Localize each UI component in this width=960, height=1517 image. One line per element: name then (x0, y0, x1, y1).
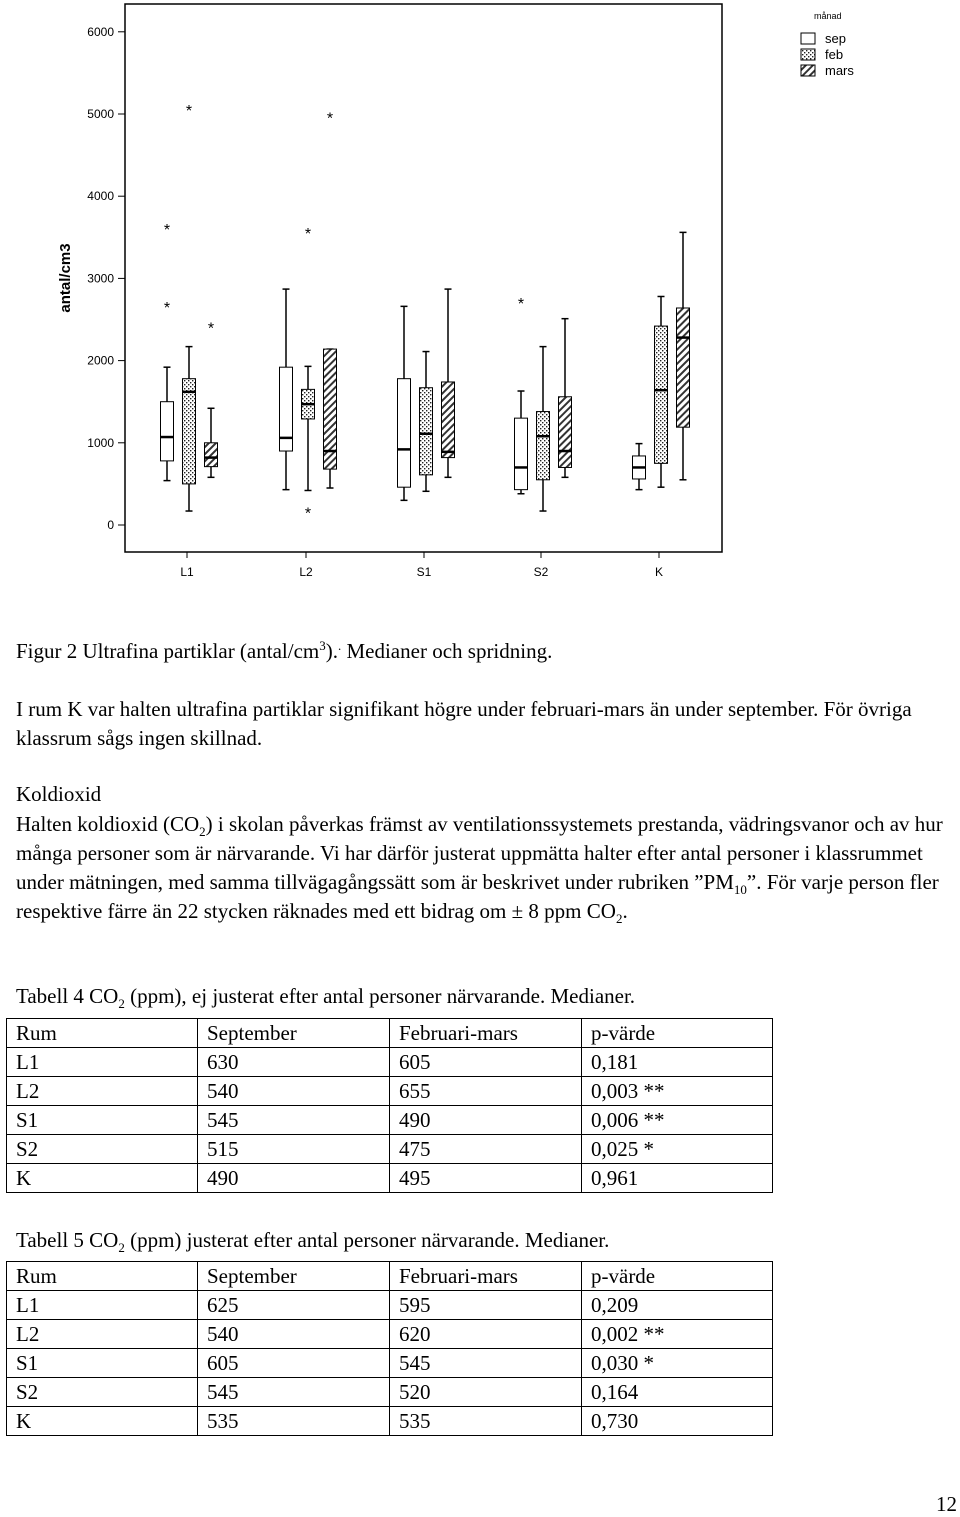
table-cell: 490 (198, 1164, 390, 1193)
paragraph-co2-method: Halten koldioxid $(CO_2)$ i skolan påverkas främst av ventilationssystemets prestanda, vädringsvanor och av hur många personer som är närvarande. Vi har därför justerat uppmätta halter efter antal personer i klassrummet under mätningen, med samma tillvägagångssätt som är beskrivet under rubriken $”PM_{10}$”. För varje person fler respektive färre än 22 stycken räknades med ett bidrag om ± 8 ppm $CO_2$. (16, 812, 943, 927)
y-tick-label: 5000 (87, 107, 114, 121)
box-body (515, 418, 528, 490)
table-cell: 540 (198, 1077, 390, 1106)
legend-swatch-sep (801, 33, 815, 44)
outlier-marker: * (207, 320, 215, 338)
table-cell: S2 (7, 1135, 198, 1164)
table-cell: 515 (198, 1135, 390, 1164)
table-cell: 0,002 ** (582, 1320, 773, 1349)
box-body (677, 308, 690, 427)
table-cell: 0,164 (582, 1378, 773, 1407)
table-row (7, 1164, 773, 1193)
table-cell: 495 (390, 1164, 582, 1193)
table-cell: L2 (7, 1077, 198, 1106)
table-row (7, 1106, 773, 1135)
table4 (6, 1018, 773, 1193)
table-cell: 0,209 (582, 1291, 773, 1320)
table-row (7, 1291, 773, 1320)
table-cell: K (7, 1407, 198, 1436)
table-cell: L2 (7, 1320, 198, 1349)
box-body (559, 397, 572, 468)
table-cell: 545 (390, 1349, 582, 1378)
table-cell: 545 (198, 1378, 390, 1407)
table-header-row (7, 1262, 773, 1291)
table-cell: S2 (7, 1378, 198, 1407)
table-cell: 0,003 ** (582, 1077, 773, 1106)
table-cell: S1 (7, 1349, 198, 1378)
table-header-cell: p-värde (582, 1019, 773, 1048)
box-body (161, 402, 174, 461)
table-cell: 655 (390, 1077, 582, 1106)
table-cell: 520 (390, 1378, 582, 1407)
table-cell: 605 (198, 1349, 390, 1378)
table-cell: K (7, 1164, 198, 1193)
legend-label-mars: mars (825, 63, 854, 78)
table-cell: 0,961 (582, 1164, 773, 1193)
y-tick-label: 6000 (87, 24, 114, 39)
table-header-cell: p-värde (582, 1262, 773, 1291)
table-row (7, 1349, 773, 1378)
outlier-marker: * (163, 300, 171, 318)
table-cell: L1 (7, 1048, 198, 1077)
x-tick-label: L1 (180, 565, 194, 579)
table-cell: 545 (198, 1106, 390, 1135)
box-body (537, 412, 550, 480)
legend-label-feb: feb (825, 47, 844, 62)
legend-swatch-mars (801, 65, 815, 76)
legend-label-sep: sep (825, 31, 846, 46)
y-tick-label: 4000 (87, 189, 114, 204)
page-number: 12 (936, 1492, 957, 1516)
y-tick-label: 2000 (87, 353, 114, 368)
y-tick-label: 3000 (87, 271, 114, 286)
table-header-row (7, 1019, 773, 1048)
outlier-marker: * (304, 505, 312, 523)
legend-swatch-feb (801, 49, 815, 60)
box-body (398, 379, 411, 488)
table-cell: S1 (7, 1106, 198, 1135)
section-heading-koldioxid: Koldioxid (16, 782, 102, 806)
table-cell: 0,730 (582, 1407, 773, 1436)
table-cell: 595 (390, 1291, 582, 1320)
box-body (420, 388, 433, 475)
table-cell: 605 (390, 1048, 582, 1077)
y-axis-label: antal/cm3 (57, 243, 74, 313)
table5 (6, 1261, 773, 1436)
figure-caption: Figur 2 Ultrafina partiklar $(antal/cm^3).^.$ Medianer och spridning. (16, 638, 553, 663)
table-header-cell: Februari-mars (390, 1019, 582, 1048)
table-row (7, 1048, 773, 1077)
legend-title: månad (814, 11, 842, 21)
table-row (7, 1135, 773, 1164)
table5-caption: Tabell 5 $CO_2$ (ppm) justerat efter antal personer närvarande. Medianer. (16, 1228, 610, 1256)
table-cell: 535 (390, 1407, 582, 1436)
table4-caption: Tabell 4 $CO_2$ (ppm), ej justerat efter antal personer närvarande. Medianer. (16, 984, 636, 1012)
table-header-cell: Rum (7, 1262, 198, 1291)
x-tick-label: K (654, 565, 664, 579)
chart-svg (0, 0, 960, 600)
table-row (7, 1320, 773, 1349)
outlier-marker: * (304, 226, 312, 244)
table-header-cell: Rum (7, 1019, 198, 1048)
table-cell: 540 (198, 1320, 390, 1349)
table-cell: 0,030 * (582, 1349, 773, 1378)
table-cell: 625 (198, 1291, 390, 1320)
table-header-cell: September (198, 1019, 390, 1048)
outlier-marker: * (326, 110, 334, 128)
outlier-marker: * (517, 296, 525, 314)
table-cell: 535 (198, 1407, 390, 1436)
ultrafine-particle-boxplot (0, 0, 960, 600)
table-cell: 620 (390, 1320, 582, 1349)
box-body (205, 443, 218, 467)
y-tick-label: 1000 (87, 435, 114, 450)
box-body (442, 382, 455, 458)
box-body (655, 326, 668, 463)
x-tick-label: S2 (533, 565, 549, 579)
table-row (7, 1378, 773, 1407)
outlier-marker: * (185, 102, 193, 120)
table-header-cell: Februari-mars (390, 1262, 582, 1291)
table-row (7, 1077, 773, 1106)
x-tick-label: S1 (416, 565, 432, 579)
table-cell: 0,181 (582, 1048, 773, 1077)
box-body (183, 379, 196, 484)
y-tick-label: 0 (107, 518, 114, 532)
table-cell: 475 (390, 1135, 582, 1164)
table-header-cell: September (198, 1262, 390, 1291)
paragraph-ultrafine-result: I rum K var halten ultrafina partiklar signifikant högre under februari-mars än under september. För övriga klassrum sågs ingen skillnad. (16, 697, 912, 750)
table-cell: 0,006 ** (582, 1106, 773, 1135)
table-cell: 0,025 * (582, 1135, 773, 1164)
table-row (7, 1407, 773, 1436)
table-cell: 630 (198, 1048, 390, 1077)
outlier-marker: * (163, 222, 171, 240)
x-tick-label: L2 (299, 565, 313, 579)
table-cell: L1 (7, 1291, 198, 1320)
table-cell: 490 (390, 1106, 582, 1135)
